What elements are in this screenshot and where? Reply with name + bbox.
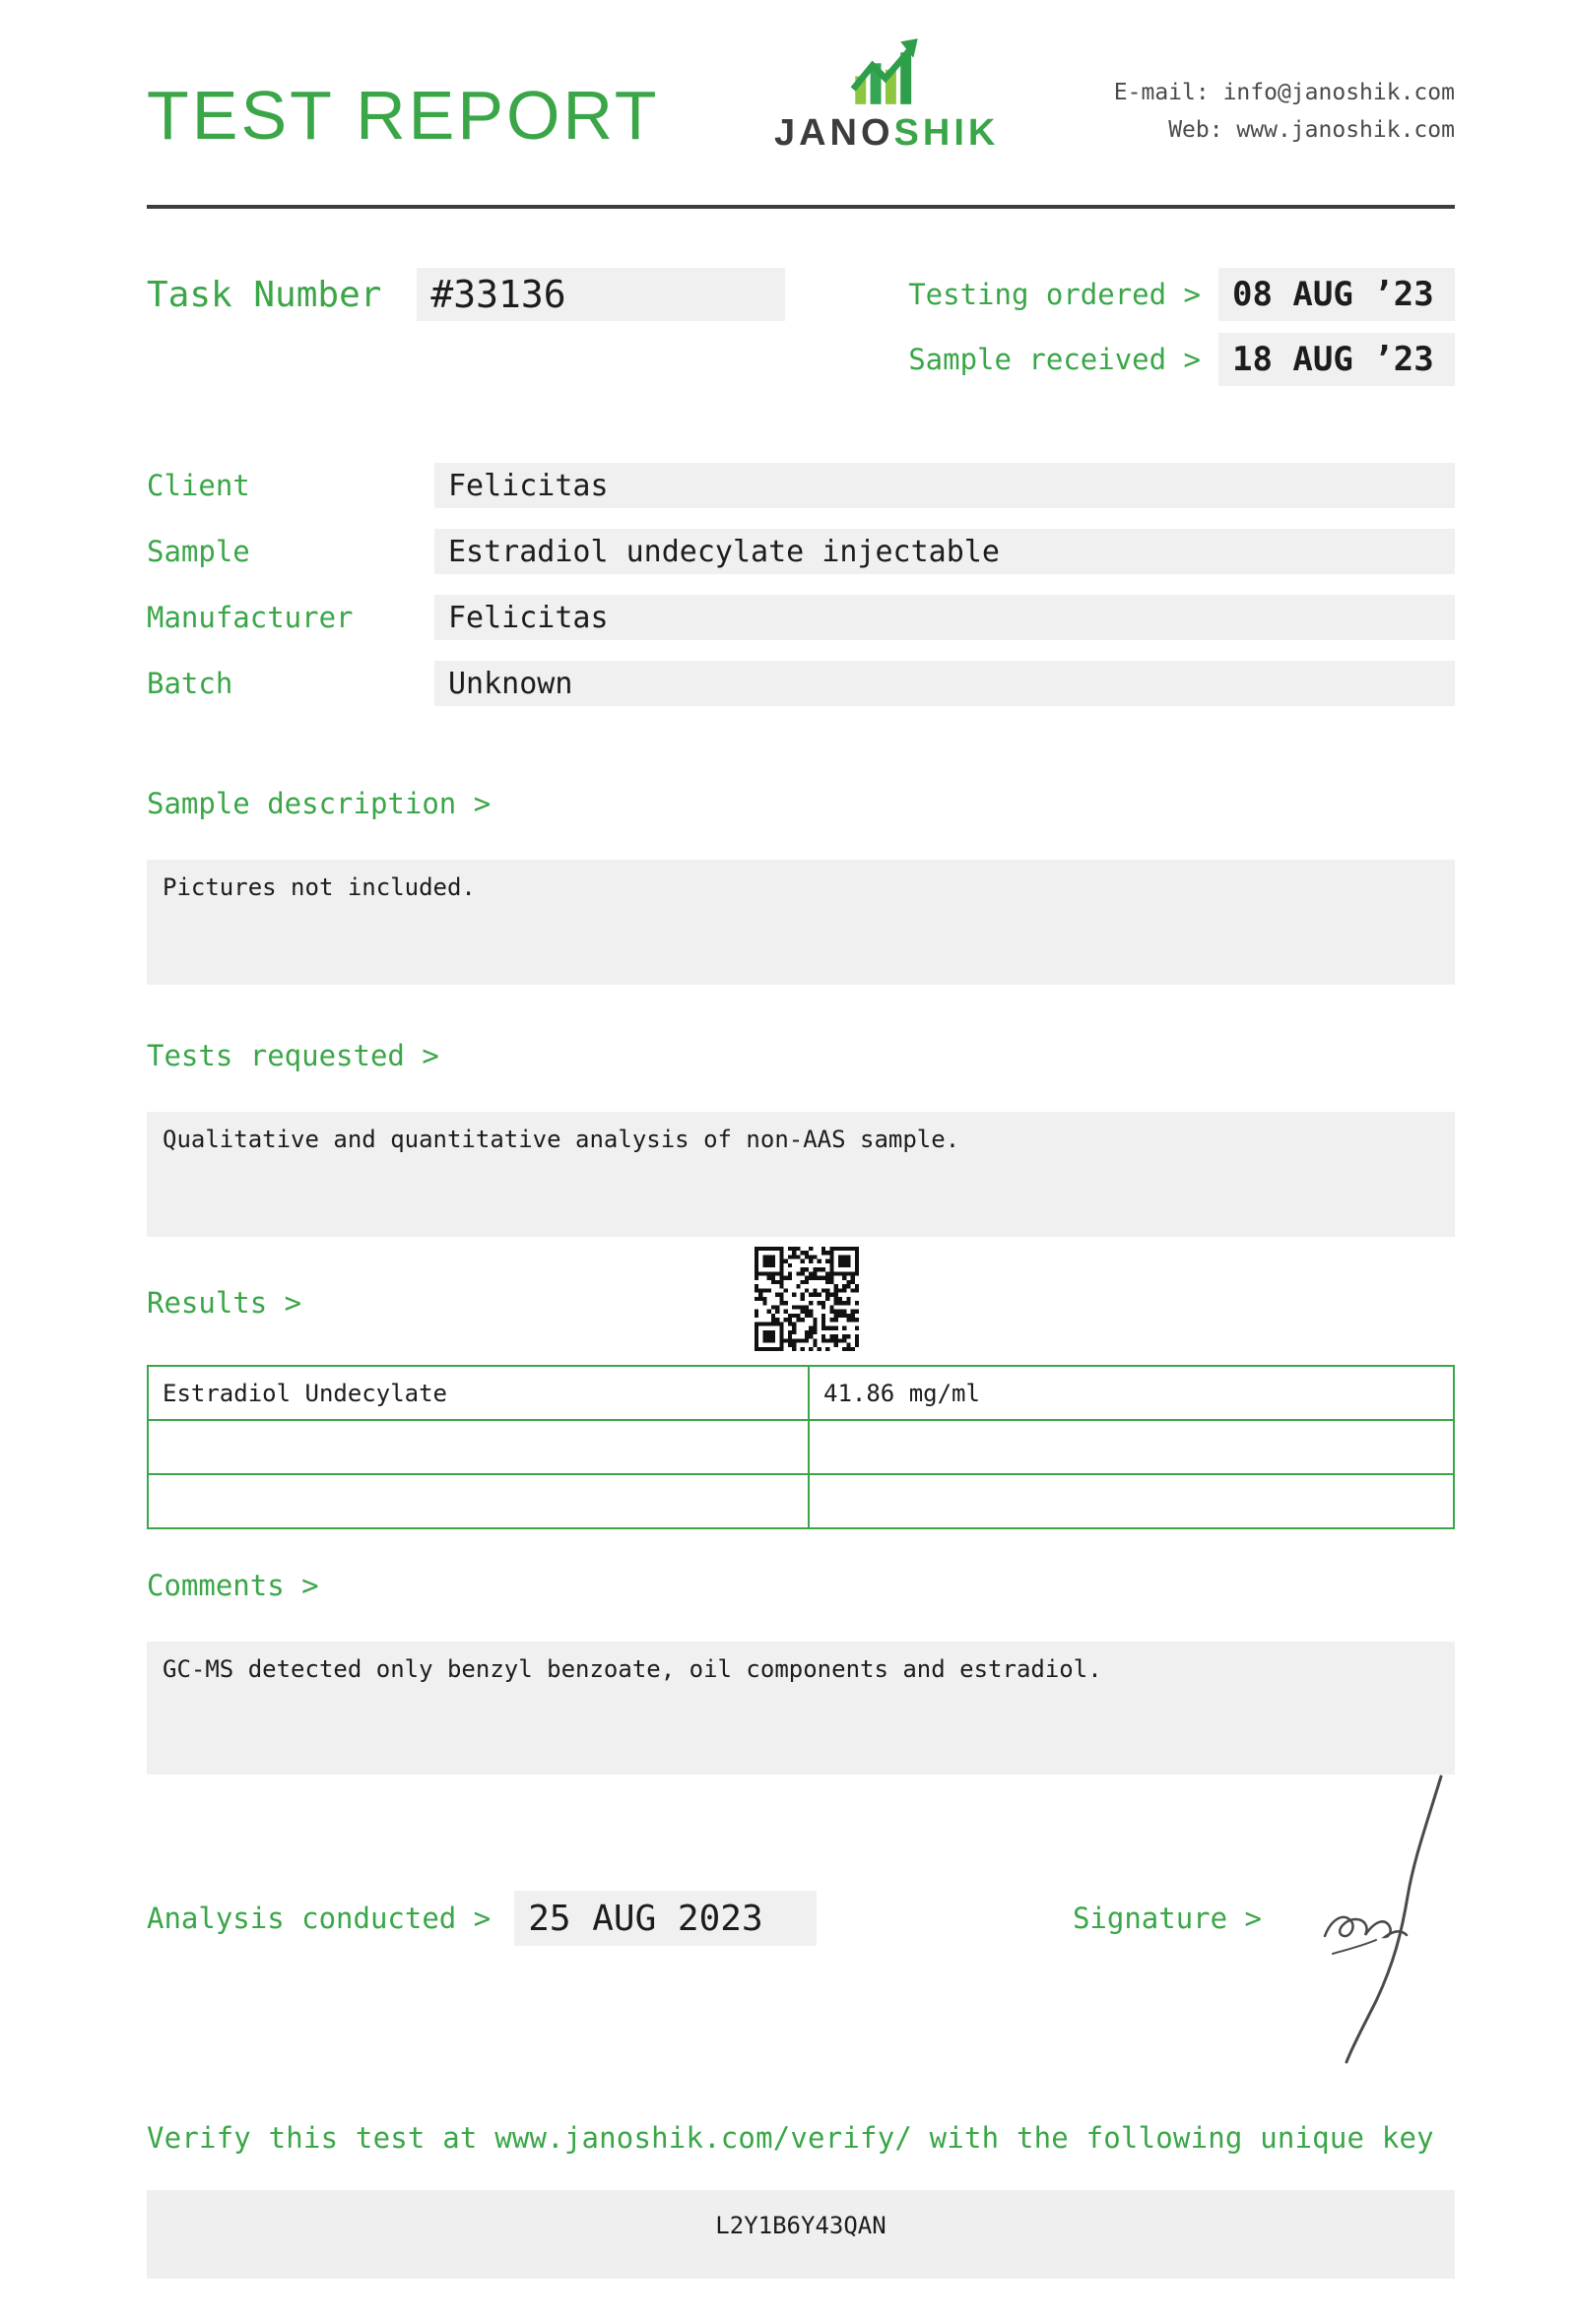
- result-value: 41.86 mg/ml: [809, 1366, 1454, 1420]
- report-page: [147, 0, 1455, 2279]
- comments-heading: Comments >: [147, 1569, 319, 1602]
- info-row-client: [147, 463, 1455, 508]
- sample-description-box: [147, 860, 1455, 985]
- results-heading: Results >: [147, 1286, 302, 1320]
- task-number-row: [147, 268, 785, 321]
- analysis-conducted-date: 25 AUG 2023: [514, 1891, 817, 1946]
- page-title: TEST REPORT: [147, 77, 660, 154]
- tests-requested-text: Qualitative and quantitative analysis of non-AAS sample.: [163, 1126, 960, 1153]
- verify-text: Verify this test at www.janoshik.com/verify/ with the following unique key: [147, 2121, 1434, 2155]
- result-value: [809, 1474, 1454, 1528]
- manufacturer-label: Manufacturer: [147, 601, 354, 634]
- results-table: [147, 1365, 1455, 1529]
- tests-requested-heading: Tests requested >: [147, 1039, 439, 1072]
- signature-image: [1303, 1771, 1471, 2066]
- sample-value: Estradiol undecylate injectable: [434, 529, 1455, 574]
- signature-block: [1073, 1902, 1262, 1935]
- task-section: [147, 268, 1455, 386]
- batch-label: Batch: [147, 667, 233, 700]
- task-number-label: Task Number: [147, 274, 382, 315]
- result-substance: Estradiol Undecylate: [148, 1366, 809, 1420]
- results-row: [148, 1420, 1454, 1474]
- testing-ordered-label: Testing ordered >: [908, 278, 1201, 311]
- batch-value: Unknown: [434, 661, 1455, 706]
- signature-label: Signature >: [1072, 1902, 1262, 1935]
- bar-chart-logo-icon: [846, 37, 927, 110]
- logo-wordmark: [774, 114, 999, 152]
- sample-received-row: [908, 333, 1455, 386]
- verify-key-box: [147, 2190, 1455, 2279]
- comments-box: [147, 1642, 1455, 1775]
- verify-key: L2Y1B6Y43QAN: [715, 2212, 886, 2239]
- logo-shik: SHIK: [893, 112, 1000, 154]
- analysis-conducted-label: Analysis conducted >: [147, 1902, 492, 1935]
- analysis-conducted: [147, 1891, 817, 1946]
- results-section: [147, 1286, 1455, 1529]
- result-substance: [148, 1474, 809, 1528]
- janoshik-logo: [774, 37, 999, 154]
- info-section: [147, 463, 1455, 706]
- results-row: [148, 1474, 1454, 1528]
- sample-received-label: Sample received >: [908, 343, 1201, 376]
- tests-requested-box: [147, 1112, 1455, 1237]
- report-header: [147, 0, 1455, 154]
- info-row-manufacturer: [147, 595, 1455, 640]
- info-row-batch: [147, 661, 1455, 706]
- result-value: [809, 1420, 1454, 1474]
- results-row: [148, 1366, 1454, 1420]
- header-divider: [147, 205, 1455, 209]
- contact-block: [1114, 75, 1455, 154]
- sample-received-date: 18 AUG ’23: [1218, 333, 1455, 386]
- sample-description-text: Pictures not included.: [163, 873, 476, 901]
- analysis-signature-row: [147, 1891, 1455, 1946]
- client-label: Client: [147, 469, 250, 502]
- qr-code: [755, 1247, 859, 1351]
- web-line: Web: www.janoshik.com: [1168, 117, 1455, 144]
- logo-jano: JANO: [773, 112, 894, 154]
- result-substance: [148, 1420, 809, 1474]
- manufacturer-value: Felicitas: [434, 595, 1455, 640]
- dates-block: [908, 268, 1455, 386]
- testing-ordered-row: [908, 268, 1455, 321]
- testing-ordered-date: 08 AUG ’23: [1218, 268, 1455, 321]
- email-line: E-mail: info@janoshik.com: [1113, 80, 1455, 106]
- task-number-value: #33136: [417, 268, 785, 321]
- client-value: Felicitas: [434, 463, 1455, 508]
- info-row-sample: [147, 529, 1455, 574]
- sample-label: Sample: [147, 535, 250, 568]
- comments-text: GC-MS detected only benzyl benzoate, oil components and estradiol.: [163, 1655, 1102, 1683]
- sample-description-heading: Sample description >: [147, 787, 492, 820]
